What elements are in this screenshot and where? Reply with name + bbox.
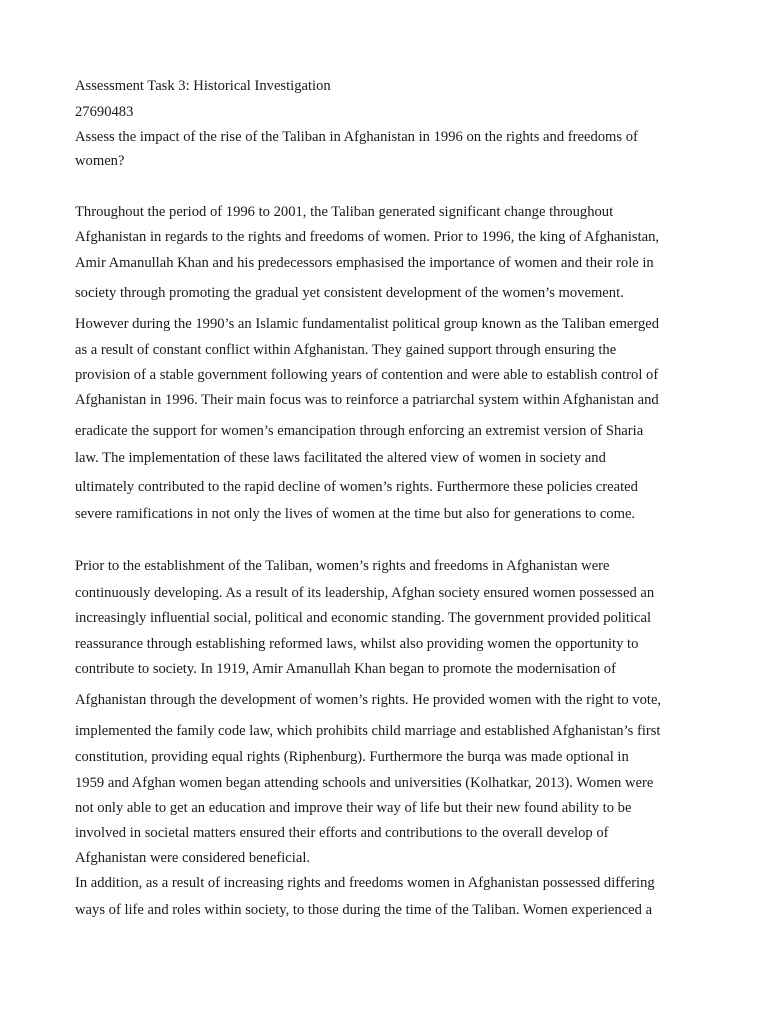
body-line: not only able to get an education and improve their way of life but their new found ability to be	[75, 800, 632, 816]
body-line: ways of life and roles within society, to those during the time of the Taliban. Women experienced a	[75, 902, 653, 918]
body-line: Afghanistan in regards to the rights and freedoms of women. Prior to 1996, the king of Afghanistan,	[75, 229, 660, 245]
body-line: Amir Amanullah Khan and his predecessors emphasised the importance of women and their role in	[75, 255, 654, 271]
body-line: continuously developing. As a result of its leadership, Afghan society ensured women possessed an	[75, 585, 655, 601]
body-line: severe ramifications in not only the lives of women at the time but also for generations to come.	[75, 506, 636, 522]
body-line: eradicate the support for women’s emancipation through enforcing an extremist version of Sharia	[75, 423, 644, 439]
body-line: law. The implementation of these laws facilitated the altered view of women in society and	[75, 450, 606, 466]
body-line: 1959 and Afghan women began attending schools and universities (Kolhatkar, 2013). Women were	[75, 775, 654, 791]
student-id: 27690483	[75, 104, 134, 120]
body-line: Afghanistan through the development of women’s rights. He provided women with the right to vote,	[75, 692, 662, 708]
body-line: contribute to society. In 1919, Amir Amanullah Khan began to promote the modernisation of	[75, 661, 616, 677]
body-line: In addition, as a result of increasing rights and freedoms women in Afghanistan possessed differing	[75, 875, 655, 891]
body-line: ultimately contributed to the rapid decline of women’s rights. Furthermore these policies created	[75, 479, 638, 495]
body-line: society through promoting the gradual yet consistent development of the women’s movement.	[75, 285, 624, 301]
body-line: as a result of constant conflict within Afghanistan. They gained support through ensuring the	[75, 342, 617, 358]
body-line: increasingly influential social, political and economic standing. The government provided political	[75, 610, 652, 626]
question-line: Assess the impact of the rise of the Taliban in Afghanistan in 1996 on the rights and freedoms of	[75, 129, 638, 145]
body-line: Afghanistan in 1996. Their main focus was to reinforce a patriarchal system within Afghanistan and	[75, 392, 659, 408]
body-line: reassurance through establishing reformed laws, whilst also providing women the opportunity to	[75, 636, 639, 652]
question-line: women?	[75, 153, 125, 169]
body-line: Prior to the establishment of the Taliban, women’s rights and freedoms in Afghanistan were	[75, 558, 610, 574]
body-line: However during the 1990’s an Islamic fundamentalist political group known as the Taliban emerged	[75, 316, 660, 332]
body-line: Throughout the period of 1996 to 2001, the Taliban generated significant change throughout	[75, 204, 614, 220]
body-line: Afghanistan were considered beneficial.	[75, 850, 311, 866]
body-line: provision of a stable government following years of contention and were able to establish control of	[75, 367, 659, 383]
body-line: constitution, providing equal rights (Riphenburg). Furthermore the burqa was made optional in	[75, 749, 629, 765]
body-line: implemented the family code law, which prohibits child marriage and established Afghanistan’s first	[75, 723, 661, 739]
document-title: Assessment Task 3: Historical Investigation	[75, 78, 331, 94]
body-line: involved in societal matters ensured their efforts and contributions to the overall develop of	[75, 825, 609, 841]
